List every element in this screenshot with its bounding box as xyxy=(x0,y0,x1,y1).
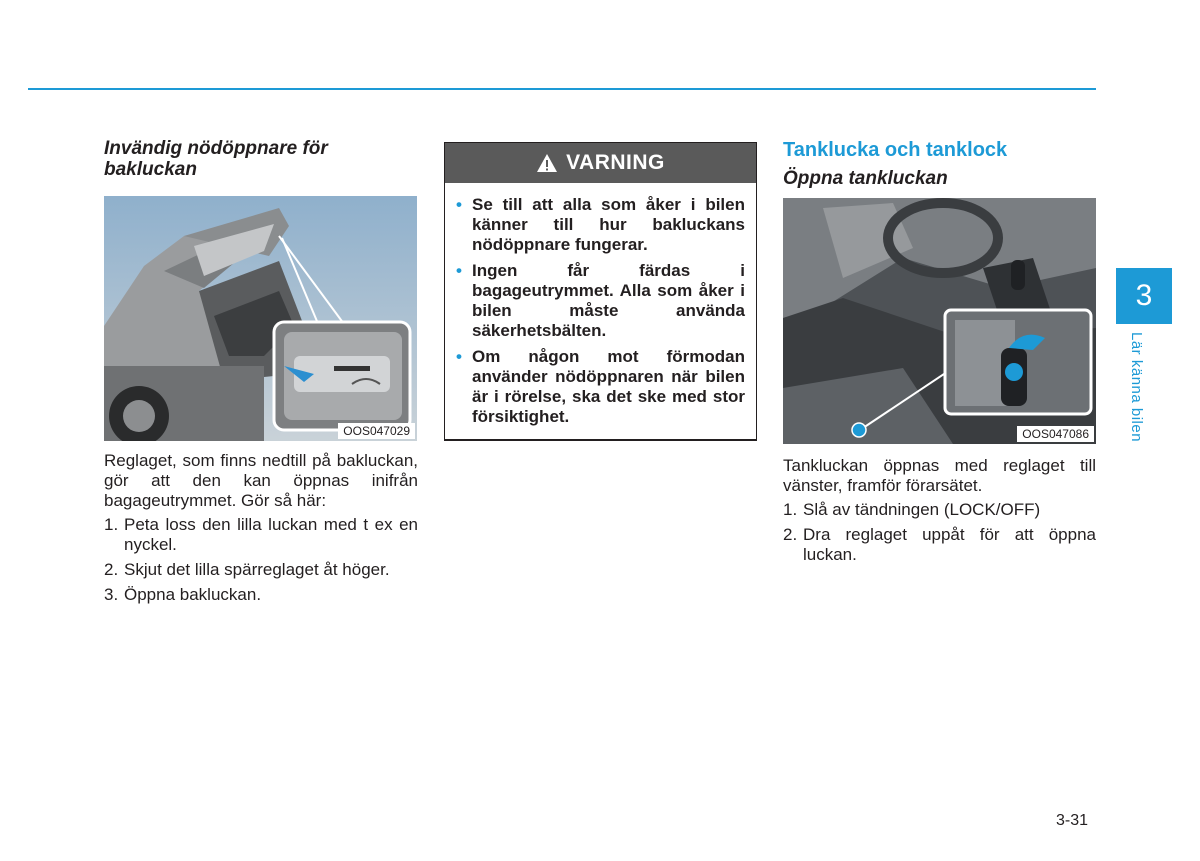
list-item: • Ingen får färdas i bagageutrymmet. Alla som åker i bilen måste använda säkerhetsbälten. xyxy=(456,261,745,340)
fuel-door-figure xyxy=(783,198,1096,444)
list-item: • Se till att alla som åker i bilen känner till hur bakluckans nödöppnare fungerar. xyxy=(456,195,745,254)
list-item: 2. Skjut det lilla spärreglaget åt höger. xyxy=(104,560,390,579)
list-item: 1. Slå av tändningen (LOCK/OFF) xyxy=(783,500,1041,519)
fuel-door-steps xyxy=(783,500,1096,565)
section-title-fuel-door: Tanklucka och tanklock xyxy=(783,139,1008,161)
list-item: • Om någon mot förmodan använder nödöppnaren när bilen är i rörelse, ska det ske med stor försiktighet. xyxy=(456,347,745,426)
chapter-title: Lär känna bilen xyxy=(1128,332,1145,443)
list-item: 2. Dra reglaget uppåt för att öppna luckan. xyxy=(783,525,1096,564)
tailgate-illustration xyxy=(104,196,417,441)
warning-triangle-icon xyxy=(536,153,558,173)
warning-title: VARNING xyxy=(566,151,665,174)
right-column xyxy=(783,138,1096,570)
tailgate-figure xyxy=(104,196,417,441)
middle-column xyxy=(444,142,757,441)
list-item: 1. Peta loss den lilla luckan med t ex en nyckel. xyxy=(104,515,418,554)
subheading-open-fuel-door: Öppna tankluckan xyxy=(783,168,948,189)
bullet-icon: • xyxy=(456,261,462,280)
figure-code: OOS047086 xyxy=(1017,426,1094,442)
list-item: 3. Öppna bakluckan. xyxy=(104,585,262,604)
figure-code: OOS047029 xyxy=(338,423,415,439)
fuel-release-illustration xyxy=(783,198,1096,444)
warning-box xyxy=(444,142,757,441)
fuel-door-intro: Tankluckan öppnas med reglaget till vänster, framför förarsätet. xyxy=(783,456,1096,495)
warning-header xyxy=(445,143,756,183)
page-number: 3-31 xyxy=(1056,812,1089,829)
subheading-inside-release: Invändig nödöppnare för bakluckan xyxy=(104,138,328,180)
inside-release-steps xyxy=(104,515,418,605)
chapter-number-tab: 3 xyxy=(1116,268,1172,324)
inside-release-intro: Reglaget, som finns nedtill på bakluckan, gör att den kan öppnas inifrån bagageutrymmet. Gör så här: xyxy=(104,451,418,510)
warning-body xyxy=(445,183,756,439)
warning-list xyxy=(456,195,745,427)
top-rule xyxy=(28,88,1096,90)
bullet-icon: • xyxy=(456,195,462,214)
bullet-icon: • xyxy=(456,347,462,366)
left-column xyxy=(104,138,418,610)
